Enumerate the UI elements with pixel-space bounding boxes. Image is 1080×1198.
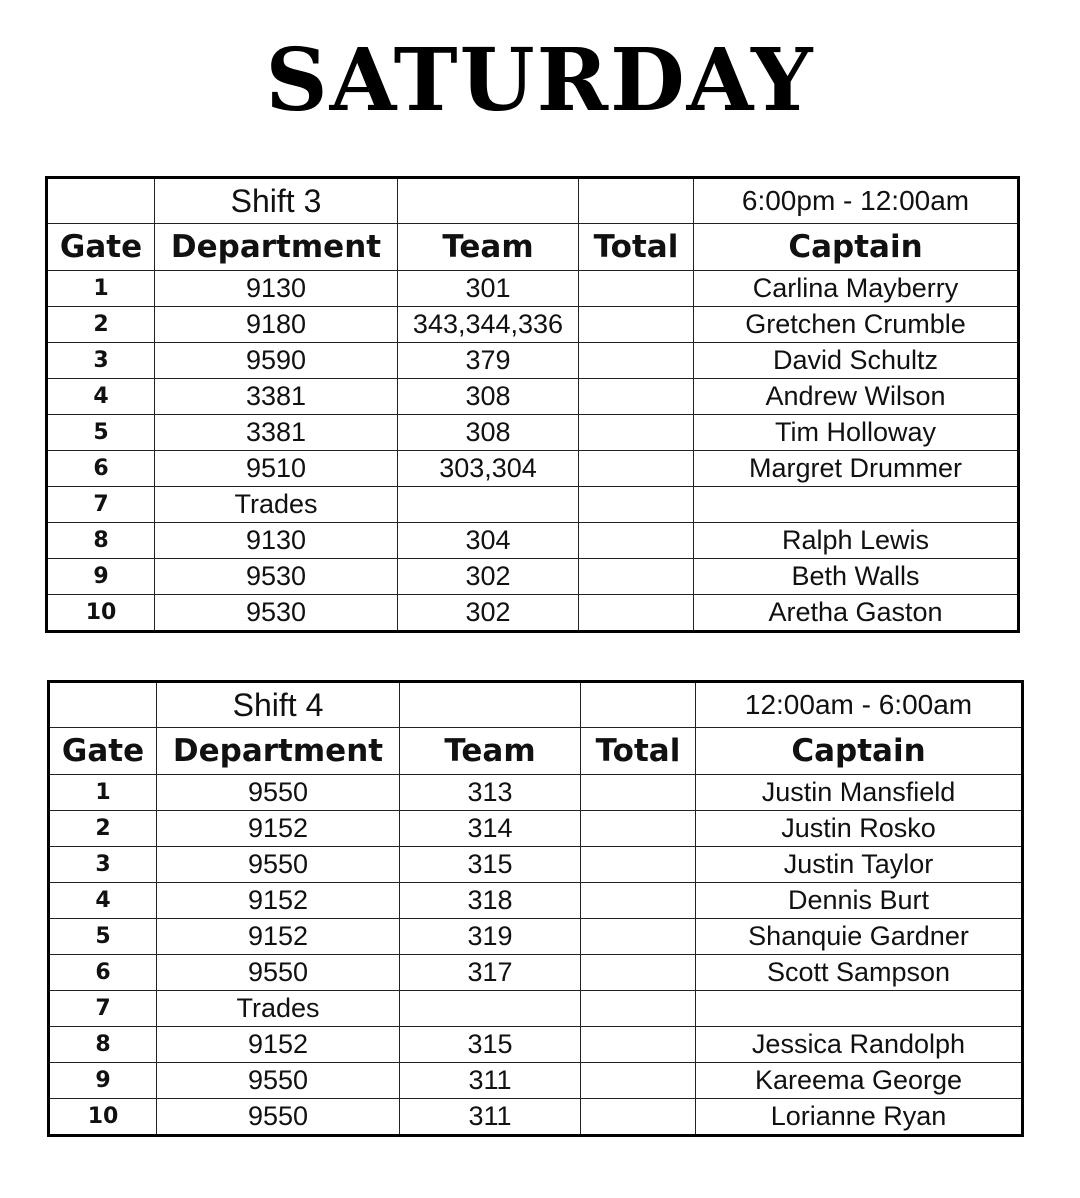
captain-cell: Beth Walls [694, 559, 1019, 595]
page-title: SATURDAY [265, 30, 815, 131]
table-row [49, 811, 1023, 847]
table-row [47, 343, 1019, 379]
team-cell: 379 [398, 343, 579, 379]
shift-time: 6:00pm - 12:00am [694, 178, 1019, 224]
department-cell: 9550 [157, 847, 400, 883]
gate-cell: 6 [49, 955, 157, 991]
total-cell [579, 487, 694, 523]
gate-cell: 5 [47, 415, 155, 451]
empty-cell [49, 682, 157, 728]
empty-cell [400, 682, 581, 728]
gate-cell: 4 [47, 379, 155, 415]
team-cell: 311 [400, 1063, 581, 1099]
department-cell: 9130 [155, 271, 398, 307]
column-header-row [49, 728, 1023, 775]
table-row [49, 991, 1023, 1027]
shift-header-row [47, 178, 1019, 224]
department-cell: Trades [157, 991, 400, 1027]
team-cell: 302 [398, 559, 579, 595]
department-cell: 9152 [157, 919, 400, 955]
department-cell: 3381 [155, 415, 398, 451]
team-cell [400, 991, 581, 1027]
captain-cell: Jessica Randolph [696, 1027, 1023, 1063]
total-cell [579, 523, 694, 559]
department-cell: 9152 [157, 883, 400, 919]
table-row [49, 1099, 1023, 1136]
table-row [47, 451, 1019, 487]
department-cell: 9550 [157, 775, 400, 811]
table-row [49, 883, 1023, 919]
shift-label: Shift 3 [155, 178, 398, 224]
table-row [49, 919, 1023, 955]
team-cell: 343,344,336 [398, 307, 579, 343]
department-cell: 9530 [155, 559, 398, 595]
captain-cell: Margret Drummer [694, 451, 1019, 487]
total-cell [579, 415, 694, 451]
column-header-department: Department [155, 224, 398, 271]
captain-cell: Gretchen Crumble [694, 307, 1019, 343]
team-cell: 303,304 [398, 451, 579, 487]
team-cell: 304 [398, 523, 579, 559]
column-header-team: Team [398, 224, 579, 271]
column-header-gate: Gate [47, 224, 155, 271]
department-cell: 9152 [157, 811, 400, 847]
table-row [47, 595, 1019, 632]
gate-cell: 5 [49, 919, 157, 955]
total-cell [579, 451, 694, 487]
team-cell: 314 [400, 811, 581, 847]
captain-cell: Andrew Wilson [694, 379, 1019, 415]
department-cell: 9550 [157, 955, 400, 991]
captain-cell: Tim Holloway [694, 415, 1019, 451]
shift-time: 12:00am - 6:00am [696, 682, 1023, 728]
captain-cell: Kareema George [696, 1063, 1023, 1099]
total-cell [581, 1063, 696, 1099]
column-header-total: Total [581, 728, 696, 775]
gate-cell: 9 [47, 559, 155, 595]
shift-label: Shift 4 [157, 682, 400, 728]
total-cell [581, 955, 696, 991]
table-row [47, 307, 1019, 343]
table-row [47, 523, 1019, 559]
team-cell: 301 [398, 271, 579, 307]
total-cell [581, 991, 696, 1027]
gate-cell: 1 [47, 271, 155, 307]
gate-cell: 8 [49, 1027, 157, 1063]
captain-cell: David Schultz [694, 343, 1019, 379]
team-cell: 315 [400, 847, 581, 883]
table-row [49, 1027, 1023, 1063]
captain-cell [694, 487, 1019, 523]
total-cell [581, 1099, 696, 1136]
column-header-captain: Captain [696, 728, 1023, 775]
table-row [49, 955, 1023, 991]
gate-cell: 4 [49, 883, 157, 919]
table-row [49, 847, 1023, 883]
total-cell [579, 595, 694, 632]
gate-cell: 9 [49, 1063, 157, 1099]
table-row [47, 271, 1019, 307]
team-cell: 319 [400, 919, 581, 955]
shift-header-row [49, 682, 1023, 728]
department-cell: Trades [155, 487, 398, 523]
department-cell: 9152 [157, 1027, 400, 1063]
gate-cell: 3 [47, 343, 155, 379]
table-row [47, 379, 1019, 415]
total-cell [581, 811, 696, 847]
gate-cell: 2 [47, 307, 155, 343]
team-cell: 302 [398, 595, 579, 632]
captain-cell: Shanquie Gardner [696, 919, 1023, 955]
captain-cell: Scott Sampson [696, 955, 1023, 991]
team-cell: 308 [398, 415, 579, 451]
column-header-department: Department [157, 728, 400, 775]
department-cell: 9130 [155, 523, 398, 559]
department-cell: 3381 [155, 379, 398, 415]
empty-cell [581, 682, 696, 728]
department-cell: 9550 [157, 1099, 400, 1136]
captain-cell: Lorianne Ryan [696, 1099, 1023, 1136]
empty-cell [579, 178, 694, 224]
total-cell [579, 307, 694, 343]
total-cell [581, 775, 696, 811]
team-cell: 318 [400, 883, 581, 919]
table-row [49, 775, 1023, 811]
gate-cell: 10 [49, 1099, 157, 1136]
total-cell [579, 559, 694, 595]
gate-cell: 7 [47, 487, 155, 523]
captain-cell: Carlina Mayberry [694, 271, 1019, 307]
gate-cell: 10 [47, 595, 155, 632]
captain-cell [696, 991, 1023, 1027]
team-cell: 311 [400, 1099, 581, 1136]
total-cell [579, 379, 694, 415]
department-cell: 9510 [155, 451, 398, 487]
department-cell: 9180 [155, 307, 398, 343]
captain-cell: Aretha Gaston [694, 595, 1019, 632]
shift-3-table [45, 176, 1020, 633]
total-cell [581, 1027, 696, 1063]
team-cell: 317 [400, 955, 581, 991]
captain-cell: Justin Mansfield [696, 775, 1023, 811]
total-cell [581, 883, 696, 919]
empty-cell [47, 178, 155, 224]
gate-cell: 7 [49, 991, 157, 1027]
department-cell: 9550 [157, 1063, 400, 1099]
column-header-gate: Gate [49, 728, 157, 775]
column-header-row [47, 224, 1019, 271]
team-cell: 308 [398, 379, 579, 415]
gate-cell: 6 [47, 451, 155, 487]
table-row [47, 487, 1019, 523]
team-cell: 315 [400, 1027, 581, 1063]
department-cell: 9590 [155, 343, 398, 379]
gate-cell: 8 [47, 523, 155, 559]
gate-cell: 3 [49, 847, 157, 883]
team-cell: 313 [400, 775, 581, 811]
total-cell [581, 919, 696, 955]
total-cell [579, 343, 694, 379]
table-row [49, 1063, 1023, 1099]
table-row [47, 559, 1019, 595]
column-header-total: Total [579, 224, 694, 271]
captain-cell: Ralph Lewis [694, 523, 1019, 559]
column-header-captain: Captain [694, 224, 1019, 271]
table-row [47, 415, 1019, 451]
captain-cell: Justin Taylor [696, 847, 1023, 883]
captain-cell: Dennis Burt [696, 883, 1023, 919]
empty-cell [398, 178, 579, 224]
total-cell [581, 847, 696, 883]
shift-4-table [47, 680, 1024, 1137]
team-cell [398, 487, 579, 523]
gate-cell: 2 [49, 811, 157, 847]
total-cell [579, 271, 694, 307]
department-cell: 9530 [155, 595, 398, 632]
gate-cell: 1 [49, 775, 157, 811]
captain-cell: Justin Rosko [696, 811, 1023, 847]
column-header-team: Team [400, 728, 581, 775]
